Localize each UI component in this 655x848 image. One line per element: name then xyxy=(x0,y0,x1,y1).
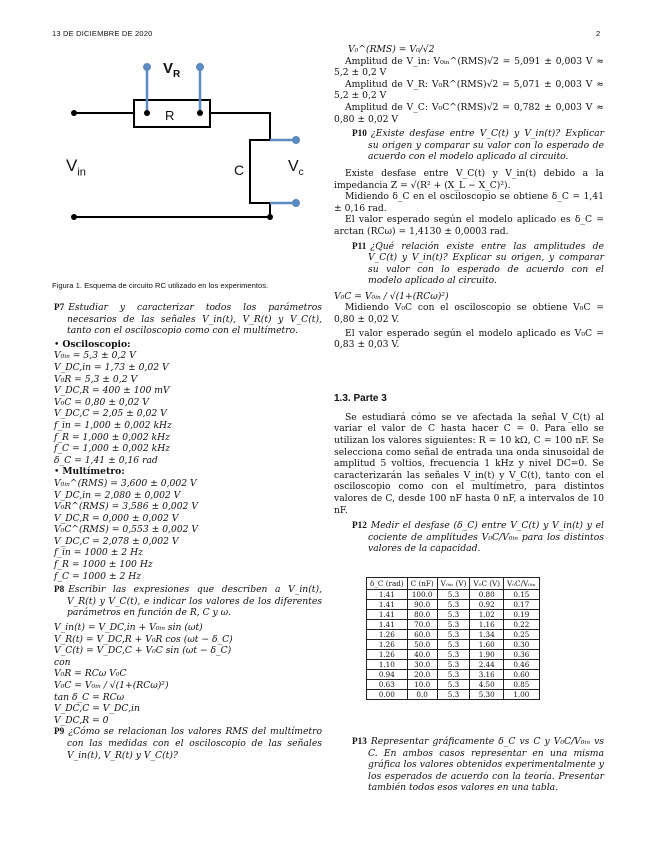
mult-value-line: f_R = 1000 ± 100 Hz xyxy=(54,559,153,571)
table-cell: 0.36 xyxy=(504,649,540,659)
table-cell: 2.44 xyxy=(470,659,504,669)
probe-vc-top-tip xyxy=(292,136,300,144)
table-cell: 5.3 xyxy=(437,659,470,669)
table-cell: 5.3 xyxy=(437,689,470,699)
table-cell: 50.0 xyxy=(407,639,437,649)
table-cell: 70.0 xyxy=(407,619,437,629)
table-cell: 1.41 xyxy=(367,589,408,599)
problem-p9: P9 ¿Cómo se relacionan los valores RMS del multímetro con las medidas con el osciloscopio de las señales V_in(t), V_R(t) y V_C(t)? xyxy=(54,726,322,761)
table-cell: 20.0 xyxy=(407,669,437,679)
table-cell: 1.34 xyxy=(470,629,504,639)
node-r-right xyxy=(197,110,203,116)
table-cell: 1.26 xyxy=(367,649,408,659)
table-row xyxy=(367,589,540,599)
table-cell: 0.46 xyxy=(504,659,540,669)
amplitude-line: Amplitud de V_in: V₀ᵢₙ^(RMS)√2 = 5,091 ± 0,003 V ≈ 5,2 ± 0,2 V xyxy=(334,55,604,79)
table-cell: 0.80 xyxy=(470,589,504,599)
problem-p10: P10 ¿Existe desfase entre V_C(t) y V_in(t)? Explicar su origen y comparar su valor con lo esperado de acuerdo con el modelo aplicado al circuito. xyxy=(352,128,604,163)
mult-value-line: V_DC,in = 2,080 ± 0,002 V xyxy=(54,489,181,501)
table-cell: 5.3 xyxy=(437,619,470,629)
table-cell: 4.50 xyxy=(470,679,504,689)
table-cell: 10.0 xyxy=(407,679,437,689)
table-header-cell: V₀ᵢₙ (V) xyxy=(437,577,470,589)
osc-value-line: f_in = 1,000 ± 0,002 kHz xyxy=(54,419,172,431)
table-cell: 5.3 xyxy=(437,669,470,679)
mult-value-line: V_DC,C = 2,078 ± 0,002 V xyxy=(54,535,179,547)
node-c-bottom xyxy=(267,214,273,220)
amplitude-line: Amplitud de V_C: V₀C^(RMS)√2 = 0,782 ± 0,003 V ≈ 0,80 ± 0,02 V xyxy=(334,101,604,125)
table-row xyxy=(367,689,540,699)
table-row xyxy=(367,679,540,689)
table-cell: 90.0 xyxy=(407,599,437,609)
p10-answer-a: Existe desfase entre V_C(t) y V_in(t) debido a la impedancia Z = √(R² + (X_L − X_C)²). xyxy=(334,167,604,191)
table-cell: 5.30 xyxy=(470,689,504,699)
table-cell: 0.15 xyxy=(504,589,540,599)
osc-value-line: V_DC,C = 2,05 ± 0,02 V xyxy=(54,408,167,420)
table-row xyxy=(367,669,540,679)
table-cell: 5.3 xyxy=(437,609,470,619)
table-cell: 0.00 xyxy=(367,689,408,699)
table-row xyxy=(367,659,540,669)
table-header-cell: δ_C (rad) xyxy=(367,577,408,589)
table-row xyxy=(367,599,540,609)
table-cell: 1.41 xyxy=(367,599,408,609)
label-c: C xyxy=(234,162,245,178)
table-header-row xyxy=(367,577,540,589)
equation-line: V₀R = RCω V₀C xyxy=(54,668,127,680)
table-cell: 3.16 xyxy=(470,669,504,679)
p10-answer-b: Midiendo δ_C en el osciloscopio se obtiene δ_C = 1,41 ± 0,16 rad. xyxy=(334,191,604,214)
equation-line: V_R(t) = V_DC,R + V₀R cos (ωt − δ_C) xyxy=(54,633,233,645)
table-cell: 100.0 xyxy=(407,589,437,599)
table-cell: 0.85 xyxy=(504,679,540,689)
p10-answer-c: El valor esperado según el modelo aplicado es δ_C = arctan (RCω) = 1,4130 ± 0,0003 rad. xyxy=(334,214,604,237)
table-cell: 5.3 xyxy=(437,629,470,639)
table-body xyxy=(367,589,540,699)
osc-value-line: V_DC,R = 400 ± 100 mV xyxy=(54,385,170,397)
problem-p13: P13 Representar gráficamente δ_C vs C y V₀C/V₀ᵢₙ vs C. En ambos casos representar en una misma gráfica los valores obtenidos experimentalmente y los esperados de acuerdo con la teoría. Presentar también todos esos valores en una tabla. xyxy=(352,735,604,794)
table-cell: 1.16 xyxy=(470,619,504,629)
problem-p8: P8 Escribir las expresiones que describen a V_in(t), V_R(t) y V_C(t), e indicar los valores de los diferentes parámetros en función de R, C y ω. xyxy=(54,584,322,619)
resistor-wire xyxy=(134,100,270,140)
rms-equation: V₀^(RMS) = V₀/√2 xyxy=(348,44,435,55)
table-cell: 60.0 xyxy=(407,629,437,639)
section-heading-part3: 1.3. Parte 3 xyxy=(334,392,387,404)
table-cell: 0.30 xyxy=(504,639,540,649)
osc-value-line: f_C = 1,000 ± 0,002 kHz xyxy=(54,443,171,455)
osc-value-line: δ_C = 1,41 ± 0,16 rad xyxy=(54,454,158,466)
equation-line: V_in(t) = V_DC,in + V₀ᵢₙ sin (ωt) xyxy=(54,622,203,634)
probe-vc-bottom-tip xyxy=(292,199,300,207)
table-cell: 5.3 xyxy=(437,639,470,649)
problem-p11: P11 ¿Qué relación existe entre las amplitudes de V_C(t) y V_in(t)? Explicar su origen, y comparar su valor con lo esperado de acuerdo con el modelo aplicado al circuito. xyxy=(352,240,604,287)
running-header-date: 13 DE DICIEMBRE DE 2020 xyxy=(52,29,153,38)
table-row xyxy=(367,649,540,659)
rc-circuit-diagram xyxy=(52,55,322,230)
mult-values xyxy=(54,478,322,582)
table-row xyxy=(367,619,540,629)
label-r: R xyxy=(165,108,175,123)
table-cell: 0.17 xyxy=(504,599,540,609)
table-cell: 30.0 xyxy=(407,659,437,669)
osc-value-line: V₀C = 0,80 ± 0,02 V xyxy=(54,396,149,408)
figure-caption: Figura 1. Esquema de circuito RC utilizado en los experimentos. xyxy=(52,281,269,290)
equation-line: V_C(t) = V_DC,C + V₀C sin (ωt − δ_C) xyxy=(54,645,232,657)
table-cell: 0.19 xyxy=(504,609,540,619)
measurement-table xyxy=(366,577,540,700)
table-cell: 1.26 xyxy=(367,639,408,649)
table-cell: 5.3 xyxy=(437,649,470,659)
table-cell: 1.41 xyxy=(367,619,408,629)
table-row xyxy=(367,629,540,639)
table-cell: 0.63 xyxy=(367,679,408,689)
label-vc: $V_c$ xyxy=(288,158,304,179)
table-cell: 5.3 xyxy=(437,679,470,689)
probe-vr-right-tip xyxy=(196,63,204,71)
node-in-top xyxy=(71,110,77,116)
table-cell: 1.41 xyxy=(367,609,408,619)
table-cell: 80.0 xyxy=(407,609,437,619)
equation-line: tan δ_C = RCω xyxy=(54,691,125,703)
table-cell: 0.0 xyxy=(407,689,437,699)
p8-equations xyxy=(54,622,322,726)
equation-line: V_DC,C = V_DC,in xyxy=(54,703,140,715)
mult-value-line: V₀R^(RMS) = 3,586 ± 0,002 V xyxy=(54,501,198,513)
table-cell: 1.02 xyxy=(470,609,504,619)
table-row xyxy=(367,609,540,619)
node-r-left xyxy=(144,110,150,116)
osc-values xyxy=(54,350,322,466)
table-header-cell: C (nF) xyxy=(407,577,437,589)
table-cell: 0.22 xyxy=(504,619,540,629)
amplitude-line: Amplitud de V_R: V₀R^(RMS)√2 = 5,071 ± 0,003 V ≈ 5,2 ± 0,2 V xyxy=(334,78,604,102)
part3-paragraph: Se estudiará cómo se ve afectada la señal V_C(t) al variar el valor de C hasta hacer C = 0. Para ello se utilizan los valores siguientes: R = 10 kΩ, C = 100 nF. Se selecciona como señal de entrada una onda sinusoidal de amplitud 5 voltios, frecuencia 1 kHz y nivel DC=0. Se caracterizarán las señales V_in(t) y V_C(t), tanto con el osciloscopio como con el multímetro, para distintos valores de C, desde 100 nF hasta 0 nF, a intervalos de 10 nF. xyxy=(334,411,604,516)
p7-label: P7 xyxy=(54,302,65,312)
table-cell: 0.92 xyxy=(470,599,504,609)
problem-p7 xyxy=(54,302,322,337)
problem-p12: P12 Medir el desfase (δ_C) entre V_C(t) y V_in(t) y el cociente de amplitudes V₀C/V₀ᵢₙ para los distintos valores de la capacidad. xyxy=(352,520,604,555)
equation-line: con xyxy=(54,656,71,668)
right-column xyxy=(334,44,604,794)
amplitude-list xyxy=(334,56,604,126)
table-cell: 0.60 xyxy=(504,669,540,679)
table-cell: 40.0 xyxy=(407,649,437,659)
table-row xyxy=(367,639,540,649)
osc-value-line: V₀R = 5,3 ± 0,2 V xyxy=(54,373,138,385)
mult-heading: • Multímetro: xyxy=(54,466,125,478)
table-cell: 0.25 xyxy=(504,629,540,639)
table-cell: 1.10 xyxy=(367,659,408,669)
table-cell: 1.00 xyxy=(504,689,540,699)
mult-value-line: f_in = 1000 ± 2 Hz xyxy=(54,547,143,559)
capacitor-wire xyxy=(250,140,270,217)
osc-heading: • Osciloscopio: xyxy=(54,338,131,350)
node-in-bottom xyxy=(71,214,77,220)
table-cell: 5.3 xyxy=(437,599,470,609)
mult-value-line: f_C = 1000 ± 2 Hz xyxy=(54,570,142,582)
mult-value-line: V₀ᵢₙ^(RMS) = 3,600 ± 0,002 V xyxy=(54,477,197,489)
table-header-cell: V₀C/V₀ᵢₙ xyxy=(504,577,540,589)
p11-equation: V₀C = V₀ᵢₙ / √(1+(RCω)²) xyxy=(334,290,449,302)
mult-value-line: V_DC,R = 0,000 ± 0,002 V xyxy=(54,512,179,524)
page-number: 2 xyxy=(596,29,601,38)
label-vr: $V_R$ xyxy=(163,60,181,80)
osc-value-line: V₀ᵢₙ = 5,3 ± 0,2 V xyxy=(54,350,136,362)
p7-text: Estudiar y caracterizar todos los parámetros necesarios de las señales V_in(t), V_R(t) y V_C(t), tanto con el osciloscopio como con el multímetro. xyxy=(67,302,322,337)
table-cell: 1.90 xyxy=(470,649,504,659)
equation-line: V₀C = V₀ᵢₙ / √(1+(RCω)²) xyxy=(54,680,169,691)
p11-answer-a: Midiendo V₀C con el osciloscopio se obtiene V₀C = 0,80 ± 0,02 V. xyxy=(334,302,604,326)
table-cell: 5.3 xyxy=(437,589,470,599)
osc-value-line: V_DC,in = 1,73 ± 0,02 V xyxy=(54,361,169,373)
table-cell: 1.60 xyxy=(470,639,504,649)
probe-vr-left-tip xyxy=(143,63,151,71)
p11-answer-b: El valor esperado según el modelo aplicado es V₀C = 0,83 ± 0,03 V. xyxy=(334,327,604,351)
left-column xyxy=(54,302,322,761)
table-cell: 1.26 xyxy=(367,629,408,639)
table-header-cell: V₀C (V) xyxy=(470,577,504,589)
osc-value-line: f_R = 1,000 ± 0,002 kHz xyxy=(54,431,170,443)
equation-line: V_DC,R = 0 xyxy=(54,714,109,726)
label-vin: $V_{in}$ xyxy=(66,156,86,179)
mult-value-line: V₀C^(RMS) = 0,553 ± 0,002 V xyxy=(54,524,199,536)
table-cell: 0.94 xyxy=(367,669,408,679)
